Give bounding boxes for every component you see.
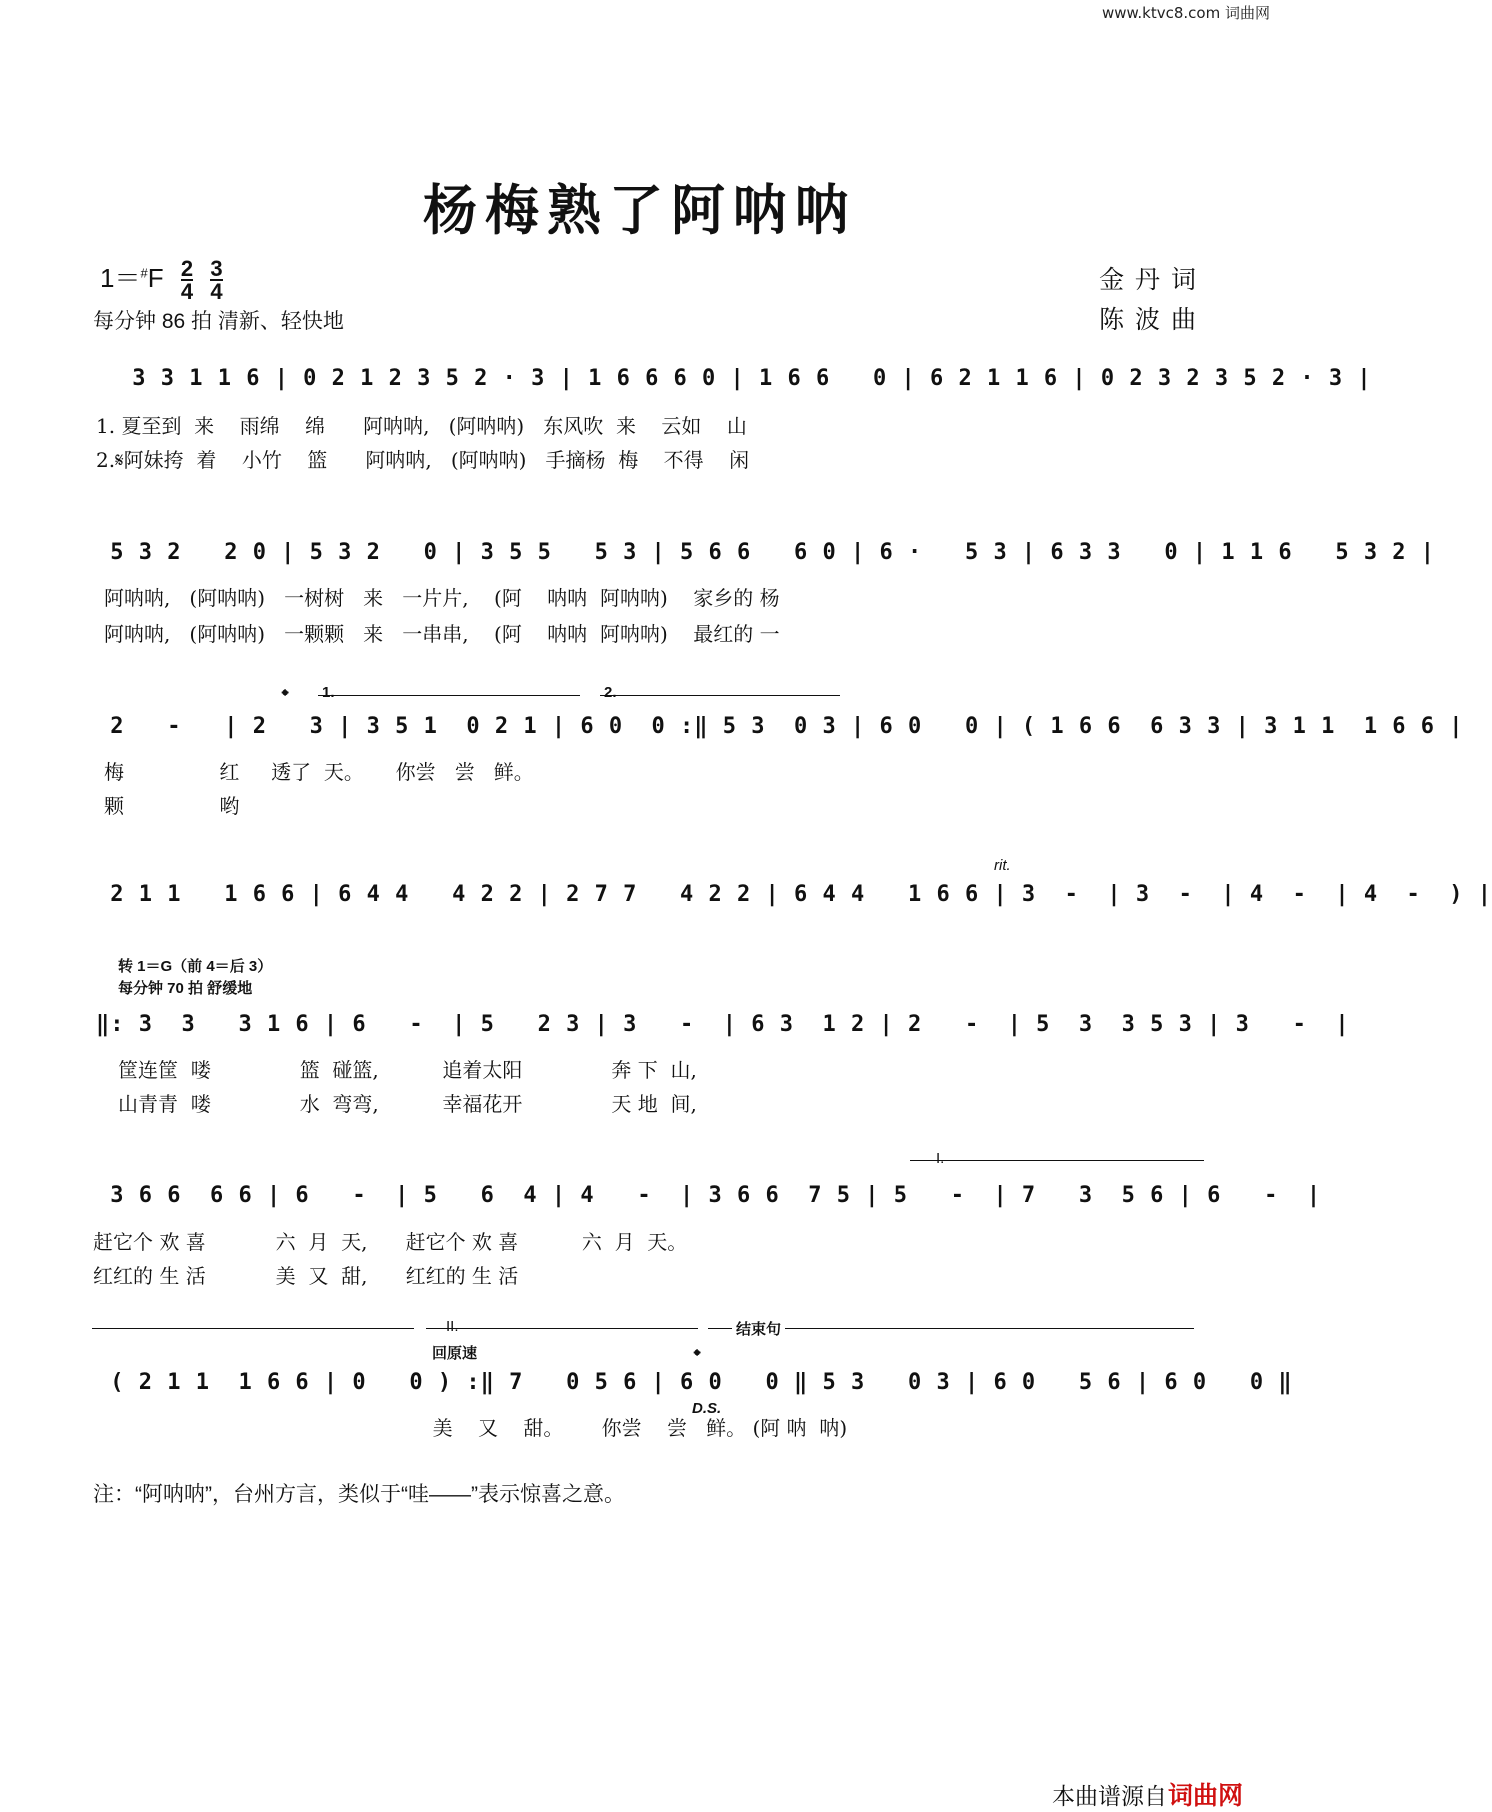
system-6-lyrics-verse-2: 红红的 生 活 美 又 甜, 红红的 生 活: [93, 1264, 519, 1288]
song-title: 杨梅熟了阿呐呐: [423, 178, 857, 242]
system-5-lyrics-verse-1: 筐连筐 喽 篮 碰篮, 追着太阳 奔 下 山,: [118, 1058, 697, 1082]
system-5-lyrics-verse-2: 山青青 喽 水 弯弯, 幸福花开 天 地 间,: [118, 1092, 697, 1116]
system-6-lyrics-verse-1: 赶它个 欢 喜 六 月 天, 赶它个 欢 喜 六 月 天。: [93, 1230, 688, 1254]
lyricist: 金 丹 词: [1099, 266, 1198, 294]
system-3-notes: 2 - | 2 3 | 3 5 1 0 2 1 | 6 0 0 :‖ 5 3 0 3 | 6 0 0 | ( 1 6 6 6 3 3 | 3 1 1 1 6 6 |: [96, 714, 1464, 739]
time-signature-3-4: $\frac{3}{4}$: [210, 256, 223, 305]
composer: 陈 波 曲: [1099, 306, 1198, 334]
system-1-notes: 3 3 1 1 6 | 0 2 1 2 3 5 2 · 3 | 1 6 6 6 0 | 1 6 6 0 | 6 2 1 1 6 | 0 2 3 2 3 5 2 · 3 |: [118, 366, 1372, 391]
system-7-lyrics-verse-1: 美 又 甜。 你尝 尝 鲜。 (阿 呐 呐): [280, 1416, 848, 1440]
system-3-lyrics-verse-1: 梅 红 透了 天。 你尝 尝 鲜。: [104, 760, 534, 784]
system-4-notes: 2 1 1 1 6 6 | 6 4 4 4 2 2 | 2 7 7 4 2 2 | 6 4 4 1 6 6 | 3 - | 3 - | 4 - | 4 - ) |: [96, 882, 1492, 907]
volta-1-bracket: [318, 695, 580, 696]
coda-sign: 𝄌: [282, 686, 289, 706]
coda-sign-2: 𝄌: [694, 1346, 701, 1366]
footnote: 注：“阿呐呐”，台州方言，类似于“哇——”表示惊喜之意。: [93, 1483, 625, 1506]
system-1-lyrics-verse-1: 1. 夏至到 来 雨绵 绵 阿呐呐, (阿呐呐) 东风吹 来 云如 山: [96, 414, 747, 438]
volta-1-label: 1.: [322, 684, 335, 701]
ds-marking: D.S.: [692, 1400, 722, 1417]
ending-label: 结束句: [732, 1318, 785, 1339]
system-1-lyrics-verse-2: 2.𝄋阿妹挎 着 小竹 篮 阿呐呐, (阿呐呐) 手摘杨 梅 不得 闲: [96, 448, 750, 472]
system-2-lyrics-verse-2: 阿呐呐, (阿呐呐) 一颗颗 来 一串串, (阿 呐呐 阿呐呐) 最红的 一: [104, 622, 780, 646]
volta-I-bracket: [910, 1160, 1204, 1161]
key-sharp: #: [140, 265, 148, 281]
modulation-marking: 转 1＝G（前 4＝后 3）: [118, 958, 273, 975]
system-2-notes: 5 3 2 2 0 | 5 3 2 0 | 3 5 5 5 3 | 5 6 6 6 0 | 6 · 5 3 | 6 3 3 0 | 1 1 6 5 3 2 |: [96, 540, 1436, 565]
time-signature-2-4: $\frac{2}{4}$: [180, 256, 194, 305]
footer-source: 本曲谱源自: [1052, 1783, 1167, 1809]
system-2-lyrics-verse-1: 阿呐呐, (阿呐呐) 一树树 来 一片片, (阿 呐呐 阿呐呐) 家乡的 杨: [104, 586, 780, 610]
volta-II-bracket: [426, 1328, 698, 1329]
system-7-notes: ( 2 1 1 1 6 6 | 0 0 ) :‖ 7 0 5 6 | 6 0 0 ‖ 5 3 0 3 | 6 0 5 6 | 6 0 0 ‖: [96, 1370, 1293, 1395]
tempo-marking-2: 每分钟 70 拍 舒缓地: [118, 980, 253, 997]
back-tempo-marking: 回原速: [432, 1345, 478, 1362]
key-note: F: [147, 263, 164, 293]
watermark: www.ktvc8.com 词曲网: [1101, 4, 1270, 22]
volta-I-label: I.: [936, 1150, 945, 1167]
system-6-notes: 3 6 6 6 6 | 6 - | 5 6 4 | 4 - | 3 6 6 7 5 | 5 - | 7 3 5 6 | 6 - |: [96, 1183, 1322, 1208]
volta-II-label: II.: [446, 1318, 459, 1335]
rit-marking: rit.: [994, 857, 1011, 874]
volta-2-label: 2.: [604, 684, 617, 701]
key-prefix: 1＝: [100, 263, 141, 293]
volta-I-bracket-cont: [92, 1328, 414, 1329]
system-5-notes: ‖: 3 3 3 1 6 | 6 - | 5 2 3 | 3 - | 6 3 1 2 | 2 - | 5 3 3 5 3 | 3 - |: [96, 1012, 1350, 1037]
tempo-marking: 每分钟 86 拍 清新、轻快地: [93, 310, 344, 333]
footer-site-link[interactable]: 词曲网: [1168, 1782, 1244, 1810]
volta-2-bracket: [600, 695, 840, 696]
key-signature: [100, 256, 223, 305]
system-3-lyrics-verse-2: 颗 哟: [104, 794, 240, 818]
